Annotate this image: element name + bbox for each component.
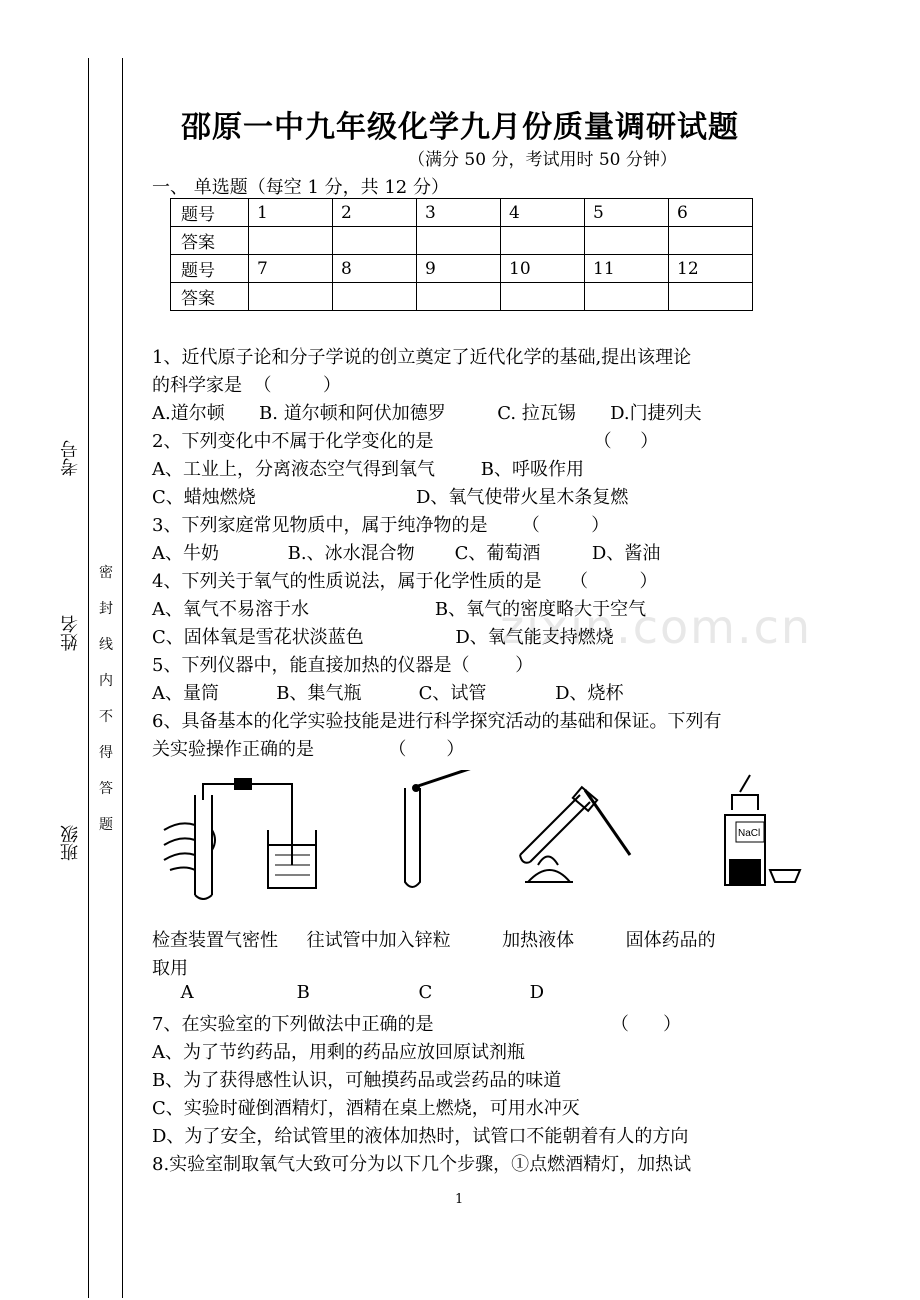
question-line: A、工业上，分离液态空气得到氧气 B、呼吸作用 xyxy=(152,459,584,480)
question-line: A、牛奶 B.、冰水混合物 C、葡萄酒 D、酱油 xyxy=(152,543,661,564)
table-cell: 4 xyxy=(501,199,585,227)
seal-char: 答 xyxy=(99,781,113,797)
figure-letters: A B C D xyxy=(152,982,545,1003)
table-row xyxy=(171,283,753,311)
answer-cell[interactable] xyxy=(417,227,501,255)
table-cell: 10 xyxy=(501,255,585,283)
solid-reagent-figure xyxy=(725,775,800,885)
watermark: zixin.com.cn xyxy=(500,600,813,654)
question-line: 2、下列变化中不属于化学变化的是 （ ） xyxy=(152,431,659,452)
seal-char: 得 xyxy=(99,745,113,761)
question-line: 3、下列家庭常见物质中，属于纯净物的是 （ ） xyxy=(152,515,610,536)
page-title: 邵原一中九年级化学九月份质量调研试题 xyxy=(181,110,739,145)
airtightness-check-figure xyxy=(164,779,316,899)
lab-figures xyxy=(150,770,850,900)
section-heading: 一、 单选题（每空 1 分，共 12 分） xyxy=(152,177,449,198)
table-cell: 题号 xyxy=(171,255,249,283)
answer-table xyxy=(170,198,753,311)
answer-cell[interactable] xyxy=(249,283,333,311)
table-cell: 6 xyxy=(669,199,753,227)
question-line: 7、在实验室的下列做法中正确的是 （ ） xyxy=(152,1014,682,1035)
table-cell: 12 xyxy=(669,255,753,283)
answer-cell[interactable] xyxy=(333,283,417,311)
page-subtitle: （满分 50 分，考试用时 50 分钟） xyxy=(408,150,677,170)
nacl-label: NaCl xyxy=(738,828,761,839)
margin-line-outer xyxy=(88,58,89,1298)
table-row xyxy=(171,227,753,255)
heating-liquid-figure xyxy=(520,787,630,882)
question-line: 的科学家是 （ ） xyxy=(152,375,341,396)
table-cell: 1 xyxy=(249,199,333,227)
table-cell: 9 xyxy=(417,255,501,283)
exam-number-label: 考号 xyxy=(60,440,81,476)
table-cell: 11 xyxy=(585,255,669,283)
table-cell: 3 xyxy=(417,199,501,227)
figure-caption: 检查装置气密性 往试管中加入锌粒 加热液体 固体药品的 xyxy=(152,930,716,951)
answer-cell[interactable] xyxy=(669,283,753,311)
answer-cell[interactable] xyxy=(333,227,417,255)
seal-char: 密 xyxy=(99,565,113,581)
table-row xyxy=(171,255,753,283)
table-cell: 2 xyxy=(333,199,417,227)
name-label: 姓名 xyxy=(60,615,81,651)
seal-line-notice xyxy=(92,562,120,834)
question-line: 5、下列仪器中，能直接加热的仪器是（ ） xyxy=(152,655,534,676)
table-cell: 答案 xyxy=(171,283,249,311)
seal-char: 线 xyxy=(99,637,113,653)
question-line: A、量筒 B、集气瓶 C、试管 D、烧杯 xyxy=(152,683,624,704)
table-cell: 8 xyxy=(333,255,417,283)
question-line: 关实验操作正确的是 （ ） xyxy=(152,739,465,760)
answer-cell[interactable] xyxy=(249,227,333,255)
seal-char: 题 xyxy=(99,817,113,833)
answer-cell[interactable] xyxy=(585,283,669,311)
table-row xyxy=(171,199,753,227)
seal-char: 封 xyxy=(99,601,113,617)
question-line: A.道尔顿 B. 道尔顿和阿伏加德罗 C. 拉瓦锡 D.门捷列夫 xyxy=(152,403,702,424)
seal-char: 不 xyxy=(99,709,113,725)
answer-cell[interactable] xyxy=(585,227,669,255)
zinc-into-test-tube-figure xyxy=(405,770,472,887)
table-cell: 7 xyxy=(249,255,333,283)
answer-cell[interactable] xyxy=(501,227,585,255)
question-line: 6、具备基本的化学实验技能是进行科学探究活动的基础和保证。下列有 xyxy=(152,711,722,732)
seal-char: 内 xyxy=(99,673,113,689)
question-line: 8.实验室制取氧气大致可分为以下几个步骤，①点燃酒精灯，加热试 xyxy=(152,1154,692,1175)
margin-line-inner xyxy=(122,58,123,1298)
question-line: 1、近代原子论和分子学说的创立奠定了近代化学的基础,提出该理论 xyxy=(152,347,692,368)
answer-cell[interactable] xyxy=(417,283,501,311)
question-line: C、固体氧是雪花状淡蓝色 D、氧气能支持燃烧 xyxy=(152,627,614,648)
question-line: A、氧气不易溶于水 B、氧气的密度略大于空气 xyxy=(152,599,647,620)
question-line: B、为了获得感性认识，可触摸药品或尝药品的味道 xyxy=(152,1070,562,1091)
table-cell: 题号 xyxy=(171,199,249,227)
page-number: 1 xyxy=(455,1192,464,1207)
table-cell: 答案 xyxy=(171,227,249,255)
question-line: C、蜡烛燃烧 D、氧气使带火星木条复燃 xyxy=(152,487,629,508)
question-line: 4、下列关于氧气的性质说法，属于化学性质的是 （ ） xyxy=(152,571,658,592)
figure-caption: 取用 xyxy=(152,958,188,979)
question-line: A、为了节约药品，用剩的药品应放回原试剂瓶 xyxy=(152,1042,525,1063)
table-cell: 5 xyxy=(585,199,669,227)
question-line: D、为了安全，给试管里的液体加热时，试管口不能朝着有人的方向 xyxy=(152,1126,689,1147)
answer-cell[interactable] xyxy=(669,227,753,255)
question-line: C、实验时碰倒酒精灯，酒精在桌上燃烧，可用水冲灭 xyxy=(152,1098,580,1119)
class-label: 班级 xyxy=(60,825,81,861)
answer-cell[interactable] xyxy=(501,283,585,311)
